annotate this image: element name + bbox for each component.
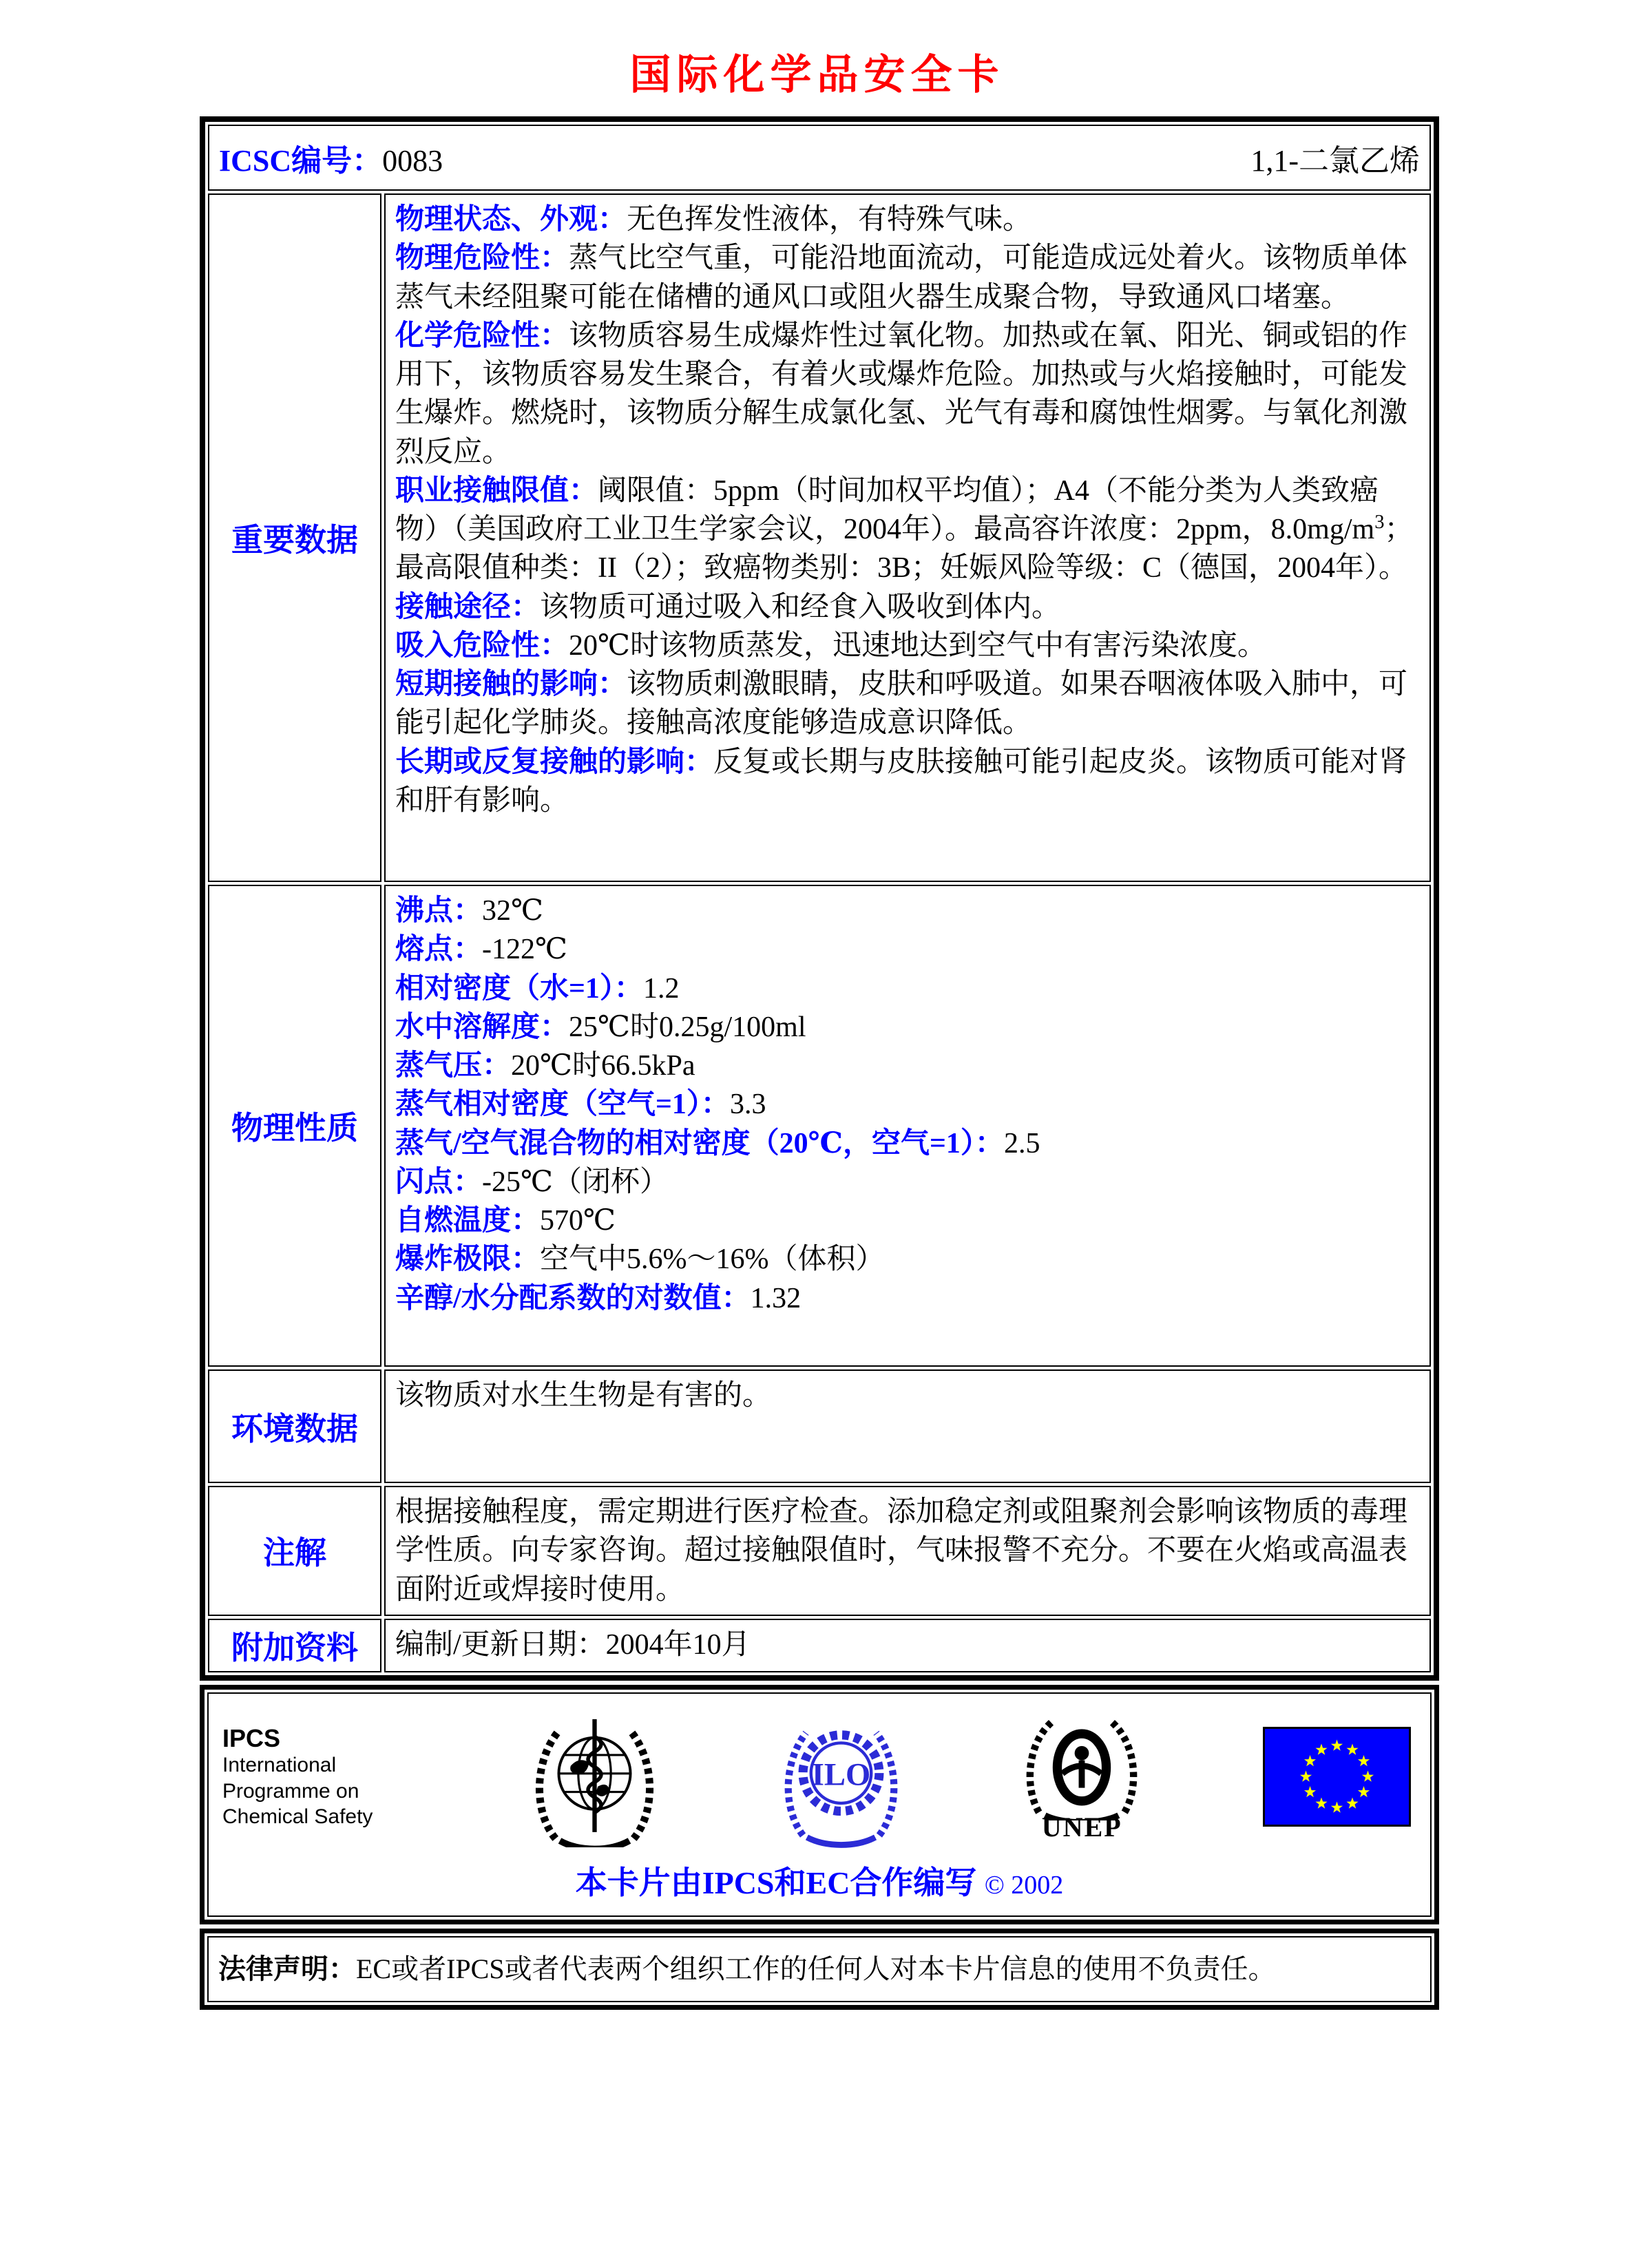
physical-property-item-label: 爆炸极限： [395,1243,541,1276]
physical-property-item-label: 沸点： [395,895,483,927]
icsc-card-table [200,116,1439,1681]
icsc-number-group [219,136,443,180]
unep-logo-icon [1020,1710,1144,1843]
important-data-item-label: 职业接触限值： [395,474,598,507]
who-logo-icon [527,1706,662,1847]
important-data-item: 短期接触的影响：该物质刺激眼睛，皮肤和呼吸道。如果吞咽液体吸入肺中，可能引起化学肺炎。接触高浓度能够造成意识降低。 [395,669,1408,739]
card-header-row [208,125,1431,191]
legal-label: 法律声明： [218,1953,356,1984]
physical-property-item: 沸点：32℃ [395,895,543,927]
section-content-physical-properties [384,885,1431,1367]
physical-property-item-label: 自燃温度： [395,1205,541,1237]
physical-property-item-label: 水中溶解度： [395,1011,569,1043]
logos-row [218,1701,1421,1849]
physical-property-item: 蒸气/空气混合物的相对密度（20℃，空气=1）：2.5 [395,1127,1040,1159]
physical-property-item: 熔点：-122℃ [395,934,567,966]
important-data-item-label: 物理状态、外观： [395,204,627,235]
physical-property-item-label: 蒸气相对密度（空气=1）： [395,1089,730,1121]
ipcs-line: International [222,1754,337,1777]
important-data-row [208,193,1431,882]
section-label-notes: 注解 [208,1486,381,1616]
ipcs-line: Chemical Safety [222,1805,373,1829]
physical-property-item: 闪点：-25℃（闭杯） [395,1166,669,1198]
credit-line [218,1858,1421,1903]
physical-property-item: 爆炸极限：空气中5.6%～16%（体积） [395,1243,885,1276]
section-content-important-data [384,193,1431,882]
section-content-notes: 根据接触程度，需定期进行医疗检查。添加稳定剂或阻聚剂会影响该物质的毒理学性质。向专家咨询。超过接触限值时，气味报警不充分。不要在火焰或高温表面附近或焊接时使用。 [384,1486,1431,1616]
important-data-item-label: 接触途径： [395,591,541,623]
important-data-item-label: 物理危险性： [395,242,569,275]
ilo-logo-icon [781,1705,901,1849]
section-content-additional-info: 编制/更新日期：2004年10月 [384,1619,1431,1672]
card-header-cell [208,125,1431,191]
icsc-number-value: 0083 [382,144,443,178]
ipcs-line: Programme on [222,1779,359,1803]
physical-property-item: 蒸气相对密度（空气=1）：3.3 [395,1089,766,1121]
footer-logos-box [200,1685,1439,1924]
unep-caption: UNEP [1041,1812,1122,1843]
physical-properties-row [208,885,1431,1367]
physical-property-item-label: 闪点： [395,1166,483,1198]
important-data-item-label: 短期接触的影响： [395,669,627,701]
section-label-additional-info: 附加资料 [208,1619,381,1672]
icsc-number-label: ICSC编号： [219,144,383,178]
important-data-item-label: 化学危险性： [395,319,569,352]
environmental-data-row [208,1369,1431,1483]
important-data-item-label: 长期或反复接触的影响： [395,746,714,778]
physical-property-item: 相对密度（水=1）：1.2 [395,972,680,1005]
legal-text: EC或者IPCS或者代表两个组织工作的任何人对本卡片信息的使用不负责任。 [356,1953,1276,1984]
important-data-item: 吸入危险性：20℃时该物质蒸发，迅速地达到空气中有害污染浓度。 [395,629,1267,662]
important-data-item: 长期或反复接触的影响：反复或长期与皮肤接触可能引起皮炎。该物质可能对肾和肝有影响。 [395,746,1408,817]
physical-property-item-label: 相对密度（水=1）： [395,972,643,1005]
important-data-item: 物理状态、外观：无色挥发性液体，有特殊气味。 [395,204,1032,235]
ipcs-title: IPCS [222,1723,281,1752]
notes-row [208,1486,1431,1616]
important-data-item-label: 吸入危险性： [395,629,569,662]
section-label-environmental-data: 环境数据 [208,1369,381,1483]
chemical-name: 1,1-二氯乙烯 [1250,144,1420,178]
section-label-physical-properties: 物理性质 [208,885,381,1367]
credit-copyright: © 2002 [984,1870,1064,1900]
ipcs-text-block [222,1724,408,1830]
important-data-item: 化学危险性：该物质容易生成爆炸性过氧化物。加热或在氧、阳光、铜或铝的作用下，该物质容易发生聚合，有着火或爆炸危险。加热或与火焰接触时，可能发生爆炸。燃烧时，该物质分解生成氯化氢、光气有毒和腐蚀性烟雾。与氧化剂激烈反应。 [395,319,1408,468]
physical-property-item: 辛醇/水分配系数的对数值：1.32 [395,1282,802,1314]
svg-text:ILO: ILO [811,1756,870,1793]
section-content-environmental-data: 该物质对水生生物是有害的。 [384,1369,1431,1483]
important-data-item: 物理危险性：蒸气比空气重，可能沿地面流动，可能造成远处着火。该物质单体蒸气未经阻聚可能在储槽的通风口或阻火器生成聚合物，导致通风口堵塞。 [395,242,1408,313]
page-title: 国际化学品安全卡 [629,52,1005,98]
physical-property-item: 蒸气压：20℃时66.5kPa [395,1050,695,1082]
physical-property-item-label: 蒸气压： [395,1050,512,1082]
physical-property-item-label: 辛醇/水分配系数的对数值： [395,1282,751,1314]
legal-box [200,1929,1439,2010]
additional-info-row [208,1619,1431,1672]
important-data-item: 职业接触限值：阈限值：5ppm（时间加权平均值）；A4（不能分类为人类致癌物）（美国政府工业卫生学家会议，2004年）。最高容许浓度：2ppm，$8.0mg/m^3$；最高限值种类：II（2）；致癌物类别：3B；妊娠风险等级：C（德国，2004年）。 [395,474,1414,585]
physical-property-item: 自燃温度：570℃ [395,1205,616,1237]
eu-flag-icon [1263,1727,1411,1827]
section-label-important-data: 重要数据 [208,193,381,882]
physical-property-item-label: 蒸气/空气混合物的相对密度（20℃，空气=1）： [395,1127,1004,1159]
physical-property-item: 水中溶解度：25℃时0.25g/100ml [395,1011,806,1043]
credit-text: 本卡片由IPCS和EC合作编写 [575,1865,977,1900]
physical-property-item-label: 熔点： [395,934,483,966]
important-data-item: 接触途径：该物质可通过吸入和经食入吸收到体内。 [395,591,1061,623]
